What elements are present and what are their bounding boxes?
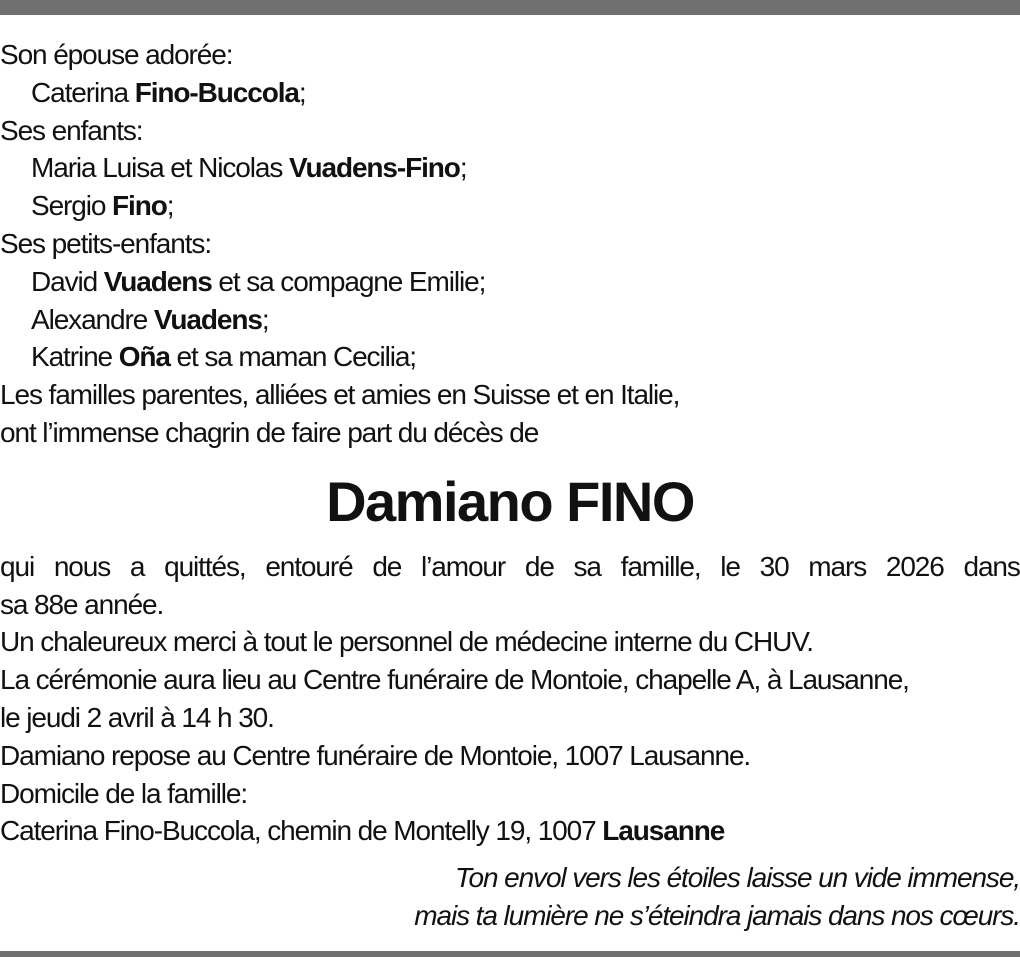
passing-word: quittés, [164,550,246,582]
grandchild-end: et sa compagne Emilie; [211,265,486,297]
grandchild-first-name: David [31,265,104,297]
passing-word: de [524,550,554,582]
children-label: Ses enfants: [0,114,143,146]
rest-line: Damiano repose au Centre funéraire de Montoie, 1007 Lausanne. [0,739,751,771]
passing-word: dans [963,550,1020,582]
passing-word: le [720,550,740,582]
grandchild-line [0,263,1020,301]
passing-word: famille, [620,550,701,582]
announcement-line: ont l’immense chagrin de faire part du décès de [0,416,539,448]
passing-word: nous [53,550,111,582]
grandchild-last-name: Vuadens [103,265,212,297]
domicile-city: Lausanne [602,815,725,847]
passing-line [0,548,1020,586]
age-line: sa 88e année. [0,588,164,620]
grandchild-line [0,338,1020,376]
passing-word: 2026 [885,550,944,582]
quote-line-1: Ton envol vers les étoiles laisse un vide immense, [455,862,1020,894]
child-end: ; [459,152,467,184]
spouse-label: Son épouse adorée: [0,39,233,70]
spouse-last-name: Fino-Buccola [134,76,299,108]
ceremony-date-line: le jeudi 2 avril à 14 h 30. [0,701,274,733]
grandchild-end: et sa maman Cecilia; [169,341,416,373]
obituary-notice [0,36,1020,935]
bottom-rule [0,951,1020,957]
passing-word: mars [808,550,867,582]
child-end: ; [166,190,174,222]
grandchildren-label: Ses petits-enfants: [0,227,212,259]
child-last-name: Fino [112,190,167,222]
passing-word: 30 [759,550,789,582]
grandchild-last-name: Vuadens [153,303,262,335]
domicile-line [0,812,1020,850]
spouse-first-name: Caterina [31,76,135,108]
thanks-line: Un chaleureux merci à tout le personnel de médecine interne du CHUV. [0,626,813,658]
child-line [0,187,1020,225]
notice-body [0,548,1020,850]
deceased-name: Damiano FINO [326,469,694,533]
child-first-name: Maria Luisa et Nicolas [31,152,289,184]
spouse-line [0,74,1020,112]
top-rule [0,0,1020,15]
passing-word: entouré [265,550,353,582]
child-line [0,149,1020,187]
grandchild-first-name: Katrine [31,341,119,373]
families-line: Les familles parentes, alliées et amies en Suisse et en Italie, [0,379,680,411]
grandchild-last-name: Oña [118,341,170,373]
passing-word: sa [573,550,601,582]
grandchild-first-name: Alexandre [31,303,154,335]
domicile-address: Caterina Fino-Buccola, chemin de Montelly 19, 1007 [0,815,603,847]
passing-word: de [372,550,402,582]
quote-line-2: mais ta lumière ne s’éteindra jamais dans nos cœurs. [414,899,1020,931]
passing-word: l’amour [421,550,506,582]
passing-word: a [129,550,145,582]
grandchild-line [0,301,1020,339]
passing-word: qui [0,550,35,582]
ceremony-line: La cérémonie aura lieu au Centre funéraire de Montoie, chapelle A, à Lausanne, [0,664,909,696]
spouse-end: ; [298,76,306,108]
child-last-name: Vuadens-Fino [288,152,460,184]
closing-quote [0,859,1020,935]
domicile-label: Domicile de la famille: [0,777,248,809]
grandchild-end: ; [261,303,269,335]
child-first-name: Sergio [31,190,113,222]
